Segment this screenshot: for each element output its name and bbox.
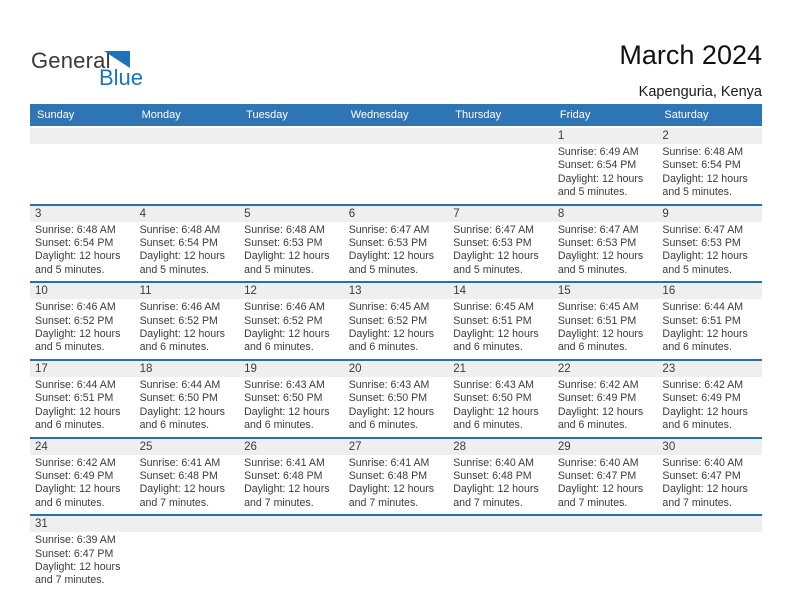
title-block	[619, 40, 762, 100]
day-details	[448, 455, 553, 515]
day-number	[657, 516, 762, 532]
day-number	[448, 516, 553, 532]
day-detail-line: Daylight: 12 hours	[453, 250, 539, 263]
day-number	[30, 128, 135, 144]
day-detail-line: and 6 minutes.	[35, 419, 105, 432]
day-details	[553, 144, 658, 204]
day-cell	[239, 361, 344, 437]
day-cell-empty	[344, 516, 449, 592]
day-detail-line: Sunrise: 6:44 AM	[35, 378, 116, 391]
day-detail-line: Sunrise: 6:39 AM	[35, 534, 116, 547]
day-detail-line: and 6 minutes.	[453, 419, 523, 432]
day-detail-line: Sunrise: 6:40 AM	[662, 456, 744, 469]
day-detail-line: Daylight: 12 hours	[557, 250, 644, 263]
day-detail-line: and 6 minutes.	[662, 419, 732, 432]
day-detail-line: and 6 minutes.	[557, 341, 628, 354]
day-detail-line: Sunset: 6:49 PM	[35, 469, 114, 482]
day-cell	[239, 283, 344, 359]
day-details	[239, 377, 344, 437]
day-detail-line: Sunrise: 6:42 AM	[557, 378, 639, 391]
day-detail-line: and 7 minutes.	[662, 496, 732, 509]
day-number: 4	[135, 206, 240, 222]
day-cell	[135, 283, 240, 359]
day-details	[657, 455, 762, 515]
day-number: 3	[30, 206, 135, 222]
day-detail-line: and 7 minutes.	[557, 496, 628, 509]
day-number	[135, 128, 240, 144]
day-number: 12	[239, 283, 344, 299]
day-number	[135, 516, 240, 532]
day-details	[657, 377, 762, 437]
day-number: 23	[657, 361, 762, 377]
day-cell	[657, 128, 762, 204]
day-detail-line: and 6 minutes.	[244, 341, 314, 354]
day-details	[344, 299, 449, 359]
day-detail-line: and 5 minutes.	[453, 263, 523, 276]
day-number	[344, 516, 449, 532]
day-cell-empty	[30, 128, 135, 204]
day-details	[553, 455, 658, 515]
day-detail-line: and 5 minutes.	[348, 263, 419, 276]
day-cell	[657, 361, 762, 437]
day-detail-line: Sunrise: 6:41 AM	[348, 456, 430, 469]
day-details	[135, 455, 240, 515]
day-detail-line: Sunset: 6:54 PM	[557, 159, 637, 172]
day-detail-line: Sunrise: 6:41 AM	[244, 456, 325, 469]
day-number: 27	[344, 439, 449, 455]
day-number: 24	[30, 439, 135, 455]
day-detail-line: Sunset: 6:49 PM	[557, 392, 637, 405]
day-detail-line: Daylight: 12 hours	[662, 405, 748, 418]
weekday-header-tuesday: Tuesday	[246, 109, 288, 121]
day-details	[30, 377, 135, 437]
day-detail-line: Daylight: 12 hours	[139, 328, 225, 341]
day-detail-line: Daylight: 12 hours	[35, 328, 121, 341]
day-cell	[30, 361, 135, 437]
day-number: 11	[135, 283, 240, 299]
day-number: 25	[135, 439, 240, 455]
day-detail-line: and 7 minutes.	[348, 496, 419, 509]
day-detail-line: Daylight: 12 hours	[244, 250, 330, 263]
day-number: 29	[553, 439, 658, 455]
day-number: 17	[30, 361, 135, 377]
day-cell	[30, 283, 135, 359]
day-number: 15	[553, 283, 658, 299]
weekday-header-wednesday: Wednesday	[350, 109, 409, 121]
location-subtitle: Kapenguria, Kenya	[638, 84, 762, 100]
day-detail-line: Daylight: 12 hours	[35, 483, 121, 496]
day-detail-line: Daylight: 12 hours	[453, 483, 539, 496]
day-detail-line: Daylight: 12 hours	[348, 250, 435, 263]
week-row	[30, 206, 762, 284]
day-number: 21	[448, 361, 553, 377]
day-detail-line: Sunrise: 6:46 AM	[244, 301, 325, 314]
day-details	[135, 222, 240, 282]
day-detail-line: Sunset: 6:51 PM	[35, 392, 114, 405]
day-detail-line: Sunrise: 6:45 AM	[557, 301, 639, 314]
day-details	[448, 222, 553, 282]
day-detail-line: Daylight: 12 hours	[244, 483, 330, 496]
day-detail-line: Sunset: 6:53 PM	[557, 237, 637, 250]
day-cell	[344, 283, 449, 359]
day-cell-empty	[135, 128, 240, 204]
day-details	[239, 222, 344, 282]
day-detail-line: and 7 minutes.	[139, 496, 210, 509]
day-detail-line: Sunset: 6:53 PM	[348, 237, 428, 250]
day-cell	[657, 206, 762, 282]
day-detail-line: Sunrise: 6:45 AM	[348, 301, 430, 314]
day-detail-line: Sunset: 6:52 PM	[244, 314, 323, 327]
day-detail-line: Sunrise: 6:48 AM	[35, 223, 116, 236]
day-detail-line: Sunrise: 6:47 AM	[453, 223, 534, 236]
day-cell	[239, 206, 344, 282]
day-number: 18	[135, 361, 240, 377]
day-details	[448, 299, 553, 359]
day-cell	[344, 206, 449, 282]
day-detail-line: and 6 minutes.	[348, 419, 419, 432]
day-detail-line: Sunset: 6:52 PM	[139, 314, 218, 327]
day-cell	[448, 206, 553, 282]
day-detail-line: and 7 minutes.	[244, 496, 314, 509]
day-detail-line: Sunrise: 6:43 AM	[244, 378, 325, 391]
week-row	[30, 439, 762, 517]
day-detail-line: and 6 minutes.	[139, 419, 210, 432]
week-row	[30, 516, 762, 592]
day-detail-line: Sunrise: 6:46 AM	[35, 301, 116, 314]
day-detail-line: Daylight: 12 hours	[35, 250, 121, 263]
day-detail-line: Sunset: 6:48 PM	[453, 469, 532, 482]
day-detail-line: Daylight: 12 hours	[662, 250, 748, 263]
day-detail-line: and 5 minutes.	[662, 263, 732, 276]
day-cell	[553, 439, 658, 515]
day-detail-line: Daylight: 12 hours	[348, 328, 435, 341]
day-detail-line: and 7 minutes.	[35, 574, 105, 587]
weekday-header-saturday: Saturday	[664, 109, 709, 121]
day-detail-line: Sunset: 6:47 PM	[35, 547, 114, 560]
day-detail-line: Daylight: 12 hours	[244, 328, 330, 341]
logo-text-general: General	[31, 48, 111, 73]
day-details	[553, 299, 658, 359]
day-details	[239, 299, 344, 359]
day-details	[344, 377, 449, 437]
day-cell	[135, 439, 240, 515]
day-detail-line: Sunrise: 6:47 AM	[348, 223, 430, 236]
day-detail-line: Daylight: 12 hours	[557, 328, 644, 341]
day-detail-line: Sunrise: 6:44 AM	[139, 378, 221, 391]
day-detail-line: Daylight: 12 hours	[557, 405, 644, 418]
day-detail-line: and 6 minutes.	[139, 341, 210, 354]
day-number: 6	[344, 206, 449, 222]
day-number	[344, 128, 449, 144]
day-cell	[657, 439, 762, 515]
day-detail-line: and 7 minutes.	[453, 496, 523, 509]
day-number: 22	[553, 361, 658, 377]
day-cell	[344, 439, 449, 515]
day-detail-line: and 6 minutes.	[244, 419, 314, 432]
day-details	[30, 455, 135, 515]
day-detail-line: Sunset: 6:47 PM	[662, 469, 741, 482]
day-number: 31	[30, 516, 135, 532]
day-number: 7	[448, 206, 553, 222]
calendar-weeks	[30, 128, 762, 592]
day-detail-line: and 6 minutes.	[662, 341, 732, 354]
day-detail-line: Daylight: 12 hours	[139, 483, 225, 496]
day-detail-line: Daylight: 12 hours	[348, 483, 435, 496]
day-cell	[30, 439, 135, 515]
day-detail-line: Daylight: 12 hours	[662, 172, 748, 185]
day-cell	[30, 206, 135, 282]
day-cell-empty	[135, 516, 240, 592]
day-cell	[657, 283, 762, 359]
logo-text-blue: Blue	[99, 65, 144, 90]
day-cell	[553, 283, 658, 359]
day-cell-empty	[239, 516, 344, 592]
day-detail-line: Daylight: 12 hours	[35, 405, 121, 418]
day-detail-line: and 6 minutes.	[557, 419, 628, 432]
day-detail-line: Daylight: 12 hours	[139, 250, 225, 263]
day-detail-line: and 5 minutes.	[662, 186, 732, 199]
weekday-header-sunday: Sunday	[37, 109, 75, 121]
day-number: 9	[657, 206, 762, 222]
day-details	[135, 377, 240, 437]
day-number: 5	[239, 206, 344, 222]
day-detail-line: Sunrise: 6:47 AM	[662, 223, 744, 236]
day-detail-line: Sunset: 6:50 PM	[139, 392, 218, 405]
day-details	[553, 222, 658, 282]
day-detail-line: Sunset: 6:53 PM	[244, 237, 323, 250]
day-details	[135, 299, 240, 359]
day-detail-line: and 5 minutes.	[557, 263, 628, 276]
day-cell	[448, 361, 553, 437]
day-detail-line: Daylight: 12 hours	[244, 405, 330, 418]
day-details	[30, 299, 135, 359]
day-number: 2	[657, 128, 762, 144]
day-details	[344, 222, 449, 282]
day-cell-empty	[448, 128, 553, 204]
day-number: 16	[657, 283, 762, 299]
day-detail-line: Daylight: 12 hours	[139, 405, 225, 418]
day-detail-line: and 6 minutes.	[348, 341, 419, 354]
day-detail-line: Sunset: 6:49 PM	[662, 392, 741, 405]
day-cell-empty	[657, 516, 762, 592]
day-detail-line: Daylight: 12 hours	[453, 405, 539, 418]
day-detail-line: Sunset: 6:48 PM	[244, 469, 323, 482]
day-number: 20	[344, 361, 449, 377]
day-detail-line: Daylight: 12 hours	[35, 560, 121, 573]
day-detail-line: Sunset: 6:52 PM	[348, 314, 428, 327]
day-detail-line: Sunset: 6:54 PM	[662, 159, 741, 172]
weekday-header-thursday: Thursday	[455, 109, 502, 121]
day-number	[448, 128, 553, 144]
day-cell	[553, 128, 658, 204]
day-details	[448, 377, 553, 437]
day-detail-line: Sunset: 6:53 PM	[453, 237, 532, 250]
day-cell-empty	[448, 516, 553, 592]
day-detail-line: and 6 minutes.	[35, 496, 105, 509]
day-detail-line: Daylight: 12 hours	[557, 172, 644, 185]
day-detail-line: Sunset: 6:48 PM	[139, 469, 218, 482]
day-cell	[135, 361, 240, 437]
day-detail-line: Sunrise: 6:46 AM	[139, 301, 221, 314]
day-detail-line: Sunset: 6:50 PM	[244, 392, 323, 405]
day-cell	[448, 283, 553, 359]
day-cell	[448, 439, 553, 515]
day-detail-line: Sunset: 6:51 PM	[662, 314, 741, 327]
day-details	[30, 532, 135, 592]
day-cell	[553, 206, 658, 282]
day-detail-line: Sunrise: 6:41 AM	[139, 456, 221, 469]
day-detail-line: and 5 minutes.	[557, 186, 628, 199]
day-detail-line: Sunset: 6:53 PM	[662, 237, 741, 250]
day-number: 26	[239, 439, 344, 455]
day-number: 10	[30, 283, 135, 299]
day-detail-line: Sunrise: 6:48 AM	[662, 146, 744, 158]
day-cell	[553, 361, 658, 437]
day-detail-line: Sunset: 6:54 PM	[35, 237, 114, 250]
day-details	[344, 455, 449, 515]
day-detail-line: Sunrise: 6:48 AM	[139, 223, 221, 236]
day-detail-line: Sunset: 6:52 PM	[35, 314, 114, 327]
day-number	[553, 516, 658, 532]
day-number: 19	[239, 361, 344, 377]
general-blue-logo	[31, 48, 171, 90]
day-detail-line: and 6 minutes.	[453, 341, 523, 354]
day-detail-line: Sunset: 6:51 PM	[557, 314, 637, 327]
week-row	[30, 128, 762, 206]
day-detail-line: Sunrise: 6:43 AM	[453, 378, 534, 391]
day-detail-line: Sunset: 6:50 PM	[453, 392, 532, 405]
day-detail-line: and 5 minutes.	[139, 263, 210, 276]
day-number	[239, 128, 344, 144]
day-cell-empty	[239, 128, 344, 204]
weekday-header-friday: Friday	[559, 109, 591, 121]
day-details	[657, 144, 762, 204]
day-number: 13	[344, 283, 449, 299]
day-details	[30, 222, 135, 282]
calendar-table	[30, 104, 762, 592]
day-detail-line: Sunset: 6:48 PM	[348, 469, 428, 482]
week-row	[30, 283, 762, 361]
month-title: March 2024	[619, 40, 762, 70]
day-cell	[344, 361, 449, 437]
day-detail-line: Sunrise: 6:49 AM	[557, 146, 639, 158]
day-detail-line: Sunrise: 6:42 AM	[662, 378, 744, 391]
day-number: 28	[448, 439, 553, 455]
day-detail-line: Sunset: 6:50 PM	[348, 392, 428, 405]
day-detail-line: and 5 minutes.	[35, 263, 105, 276]
day-number: 8	[553, 206, 658, 222]
day-number	[239, 516, 344, 532]
day-detail-line: Sunrise: 6:40 AM	[453, 456, 534, 469]
day-number: 30	[657, 439, 762, 455]
day-detail-line: Daylight: 12 hours	[348, 405, 435, 418]
day-detail-line: Sunrise: 6:40 AM	[557, 456, 639, 469]
day-detail-line: Sunrise: 6:48 AM	[244, 223, 325, 236]
day-number: 1	[553, 128, 658, 144]
day-detail-line: Daylight: 12 hours	[662, 328, 748, 341]
day-detail-line: and 5 minutes.	[244, 263, 314, 276]
weekday-header-row	[30, 104, 762, 126]
day-details	[553, 377, 658, 437]
day-cell	[135, 206, 240, 282]
day-detail-line: Sunrise: 6:44 AM	[662, 301, 744, 314]
day-details	[239, 455, 344, 515]
day-cell-empty	[553, 516, 658, 592]
day-detail-line: Sunrise: 6:47 AM	[557, 223, 639, 236]
day-detail-line: Sunset: 6:54 PM	[139, 237, 218, 250]
day-detail-line: Sunset: 6:51 PM	[453, 314, 532, 327]
day-details	[657, 222, 762, 282]
weekday-header-monday: Monday	[141, 109, 181, 121]
week-row	[30, 361, 762, 439]
day-cell-empty	[344, 128, 449, 204]
day-cell	[239, 439, 344, 515]
day-cell	[30, 516, 135, 592]
day-detail-line: and 5 minutes.	[35, 341, 105, 354]
day-number: 14	[448, 283, 553, 299]
day-detail-line: Sunrise: 6:42 AM	[35, 456, 116, 469]
day-detail-line: Sunrise: 6:45 AM	[453, 301, 534, 314]
day-detail-line: Sunset: 6:47 PM	[557, 469, 637, 482]
day-detail-line: Daylight: 12 hours	[662, 483, 748, 496]
day-details	[657, 299, 762, 359]
day-detail-line: Daylight: 12 hours	[453, 328, 539, 341]
day-detail-line: Daylight: 12 hours	[557, 483, 644, 496]
day-detail-line: Sunrise: 6:43 AM	[348, 378, 430, 391]
